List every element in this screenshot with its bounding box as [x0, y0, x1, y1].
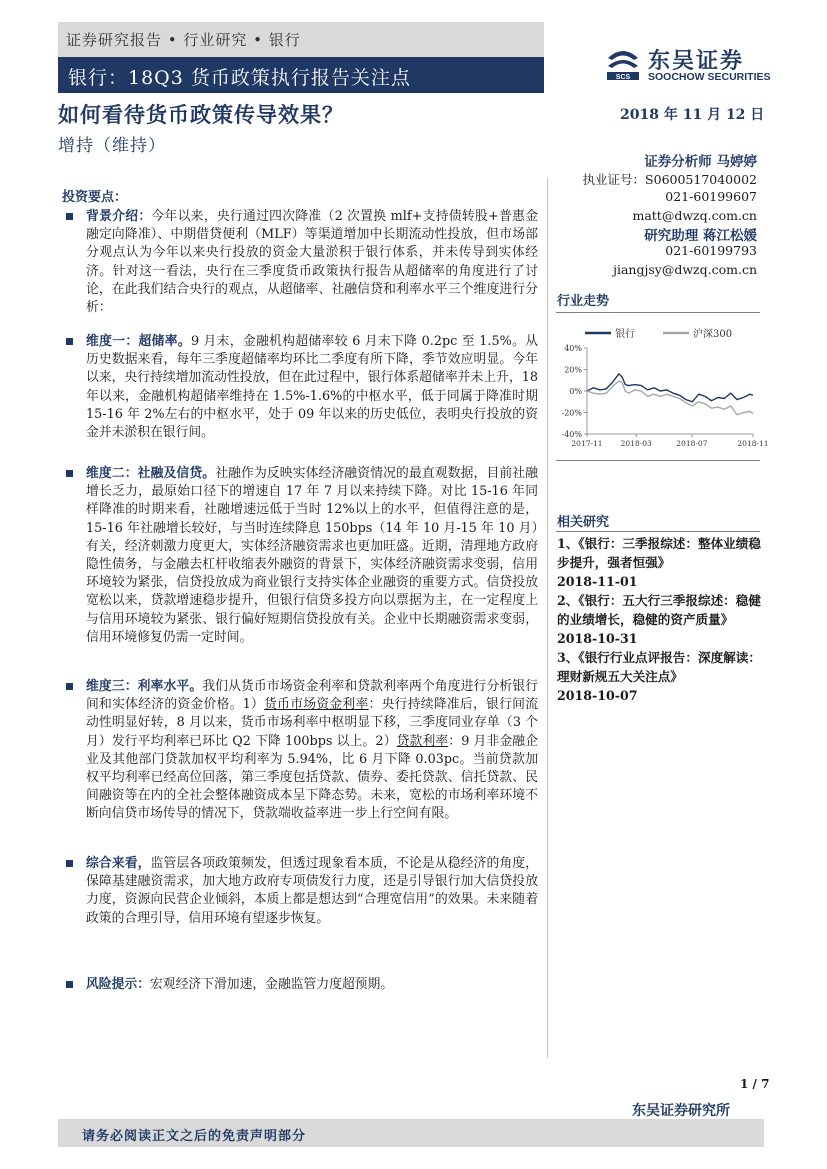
logo-text-en: SOOCHOW SECURITIES: [648, 71, 771, 83]
x-tick-label: 2018-07: [676, 439, 708, 448]
bullet-lead: 维度一：超储率。: [86, 334, 191, 349]
disclaimer-text: 请务必阅读正文之后的免责声明部分: [82, 1129, 307, 1144]
x-tick-label: 2017-11: [571, 439, 603, 448]
bullet-text-a: 我们从货币市场资金利率和贷款利率两个角度进行分析银行间和实体经济的资金价格。1）: [86, 679, 539, 713]
bullet-summary: [62, 855, 538, 928]
y-tick-label: 0%: [569, 387, 582, 396]
analyst-name: 证券分析师 马婷婷: [644, 154, 757, 170]
bullet-text: 9 月末，金融机构超储率较 6 月末下降 0.2pc 至 1.5%。从历史数据来看，每年三季度超储率均环比二季度有所下降，季节效应明显。今年以来，央行持续增加流动性投放，但在此过程中，银行体系超储率并未上升，18 年以来，金融机构超储率维持在 1.5%-1.6%的中枢水平，低于同属于降准时期 15-16 年 2%左右的中枢水平，处于 09 年以来的历史低位，表明央行投放的资金并未淤积在银行间。: [86, 334, 538, 441]
related-item-2[interactable]: [557, 591, 767, 648]
bullet-text: 社融作为反映实体经济融资情况的最直观数据，目前社融增长乏力，最原始口径下的增速自 17 年 7 月以来持续下降。对比 15-16 年同样降准的时期来看，社融增速远低于当时 12%以上的水平，但值得注意的是，15-16 年社融增长较好，与当时连续降息 150bps（14 年 10 月-15 年 10 月）有关，经济刺激力度更大，实体经济融资需求也更加旺盛。近期，清理地方政府隐性债务，与金融去杠杆收缩表外融资的背景下，实体经济融资需求变弱，信用环境较为紧张，信贷投放成为商业银行支持实体企业融资的重要方式。信贷投放宽松以来，贷款增速稳步提升，但银行信贷多投方向以票据为主，在一定程度上与信用环境较为紧张、银行偏好短期信贷投放有关。企业中长期融资需求变弱，信用环境修复仍需一定时间。: [86, 466, 539, 645]
related-item-title[interactable]: 2、《银行：五大行三季报综述：稳健的业绩增长，稳健的资产质量》: [557, 593, 761, 627]
underlined-term: 贷款利率: [396, 733, 449, 749]
logo-mark-icon: [604, 46, 642, 84]
divider: [556, 312, 760, 313]
y-tick-label: 20%: [564, 365, 582, 375]
bullet-square-icon: [66, 981, 73, 988]
related-item-title[interactable]: 3、《银行行业点评报告：深度解读：理财新规五大关注点》: [557, 650, 761, 684]
footer-band: [58, 1119, 764, 1147]
page-number: 1 / 7: [740, 1077, 770, 1091]
related-item-date: 2018-10-31: [557, 631, 638, 646]
related-title: 相关研究: [557, 515, 610, 530]
bullet-reserve-ratio: [62, 333, 538, 442]
analyst-email[interactable]: matt@dwzq.com.cn: [632, 208, 757, 223]
bullet-square-icon: [66, 683, 73, 690]
related-item-1[interactable]: [557, 534, 767, 591]
x-tick-label: 2018-03: [620, 439, 652, 448]
trend-title: 行业走势: [557, 294, 610, 309]
bullet-lead: 维度二：社融及信贷。: [86, 466, 216, 481]
bullet-square-icon: [66, 470, 73, 477]
related-item-3[interactable]: [557, 648, 767, 705]
bullet-text: 宏观经济下滑加速，金融监管力度超预期。: [149, 977, 394, 992]
bullet-lead: 背景介绍：: [86, 209, 152, 224]
logo-text-cn: 东吴证券: [648, 48, 745, 74]
bullet-social-financing: [62, 465, 538, 647]
y-tick-label: 40%: [564, 344, 582, 353]
bullet-text: 今年以来，央行通过四次降准（2 次置换 mlf+支持债转股+普惠金融定向降准）、中期借贷便利（MLF）等渠道增加中长期流动性投放，但市场部分观点认为今年以来央行投放的资金大量淤积于银行体系，并未传导到实体经济。针对这一看法，央行在三季度货币政策执行报告从超储率的角度进行了讨论，在此我们结合央行的观点，从超储率、社融信贷和利率水平三个维度进行分析：: [86, 209, 539, 316]
assistant-email[interactable]: jiangjsy@dwzq.com.cn: [613, 262, 757, 277]
bullet-text-b: ：央行持续降准后，银行间流动性明显好转，8 月以来，货币市场利率中枢明显下移，三季度同业存单（3 个月）发行平均利率已环比 Q2 下降 100bps 以上。2）: [86, 697, 538, 749]
bullet-square-icon: [66, 860, 73, 867]
chart-series: [587, 374, 753, 415]
related-item-date: 2018-10-07: [557, 688, 638, 703]
header-breadcrumb-band: [58, 22, 544, 57]
legend-label-hs300: 沪深300: [693, 329, 733, 340]
report-title: 银行：18Q3 货币政策执行报告关注点: [68, 67, 411, 89]
report-subtitle: 如何看待货币政策传导效果？: [58, 102, 344, 127]
bullet-square-icon: [66, 213, 73, 220]
related-item-title[interactable]: 1、《银行：三季报综述：整体业绩稳步提升，强者恒强》: [557, 536, 761, 570]
legend-label-bank: 银行: [615, 329, 635, 340]
bullet-square-icon: [66, 338, 73, 345]
x-tick-label: 2018-11: [737, 439, 769, 448]
industry-trend-chart: [555, 318, 769, 462]
divider: [556, 531, 760, 532]
y-tick-label: -40%: [561, 430, 582, 439]
bullet-interest-rate: [62, 678, 538, 824]
svg-text:SCS: SCS: [615, 74, 631, 81]
related-item-date: 2018-11-01: [557, 574, 638, 589]
header-title-band: [58, 57, 544, 93]
section-title: 投资要点：: [62, 190, 128, 205]
bullet-risk: [62, 976, 538, 994]
breadcrumb: 证券研究报告 • 行业研究 • 银行: [66, 31, 301, 49]
underlined-term: 货币市场资金利率: [264, 697, 369, 713]
assistant-phone: 021-60199793: [665, 243, 757, 258]
bullet-lead: 风险提示：: [86, 977, 150, 992]
bullet-text-c: ：9 月非金融企业及其他部门贷款加权平均利率为 5.94%，比 6 月下降 0.03pc。当前贷款加权平均利率已经高位回落，第三季度包括贷款、债券、委托贷款、信托贷款、民间融资等在内的全社会整体融资成本呈下降态势。未来，宽松的市场利率环境不断向信贷市场传导的情况下，贷款端收益率进一步上行空间有限。: [86, 733, 539, 822]
bullet-text: 监管层各项政策频发，但透过现象看本质，不论是从稳经济的角度，保障基建融资需求，加大地方政府专项债发行力度，还是引导银行加大信贷投放力度，资源向民营企业倾斜，本质上都是想达到“合理宽信用”的效果。未来随着政策的合理引导，信用环境有望逐步恢复。: [86, 856, 539, 926]
chart-axes: [562, 344, 769, 448]
report-date: 2018 年 11 月 12 日: [620, 107, 765, 123]
assistant-name: 研究助理 蒋江松媛: [644, 228, 757, 244]
company-logo: [604, 44, 774, 88]
rating: 增持（维持）: [58, 136, 166, 156]
analyst-license: 执业证号：S0600517040002: [582, 172, 757, 187]
bullet-lead: 维度三：利率水平。: [86, 679, 203, 694]
analyst-phone: 021-60199607: [665, 189, 757, 204]
series-line-hs300: [587, 381, 753, 414]
bullet-lead: 综合来看，: [86, 856, 151, 871]
institute-name: 东吴证券研究所: [632, 1103, 730, 1119]
y-tick-label: -20%: [561, 408, 582, 418]
divider: [556, 460, 760, 461]
bullet-background: [62, 208, 538, 317]
column-divider: [547, 178, 548, 1058]
